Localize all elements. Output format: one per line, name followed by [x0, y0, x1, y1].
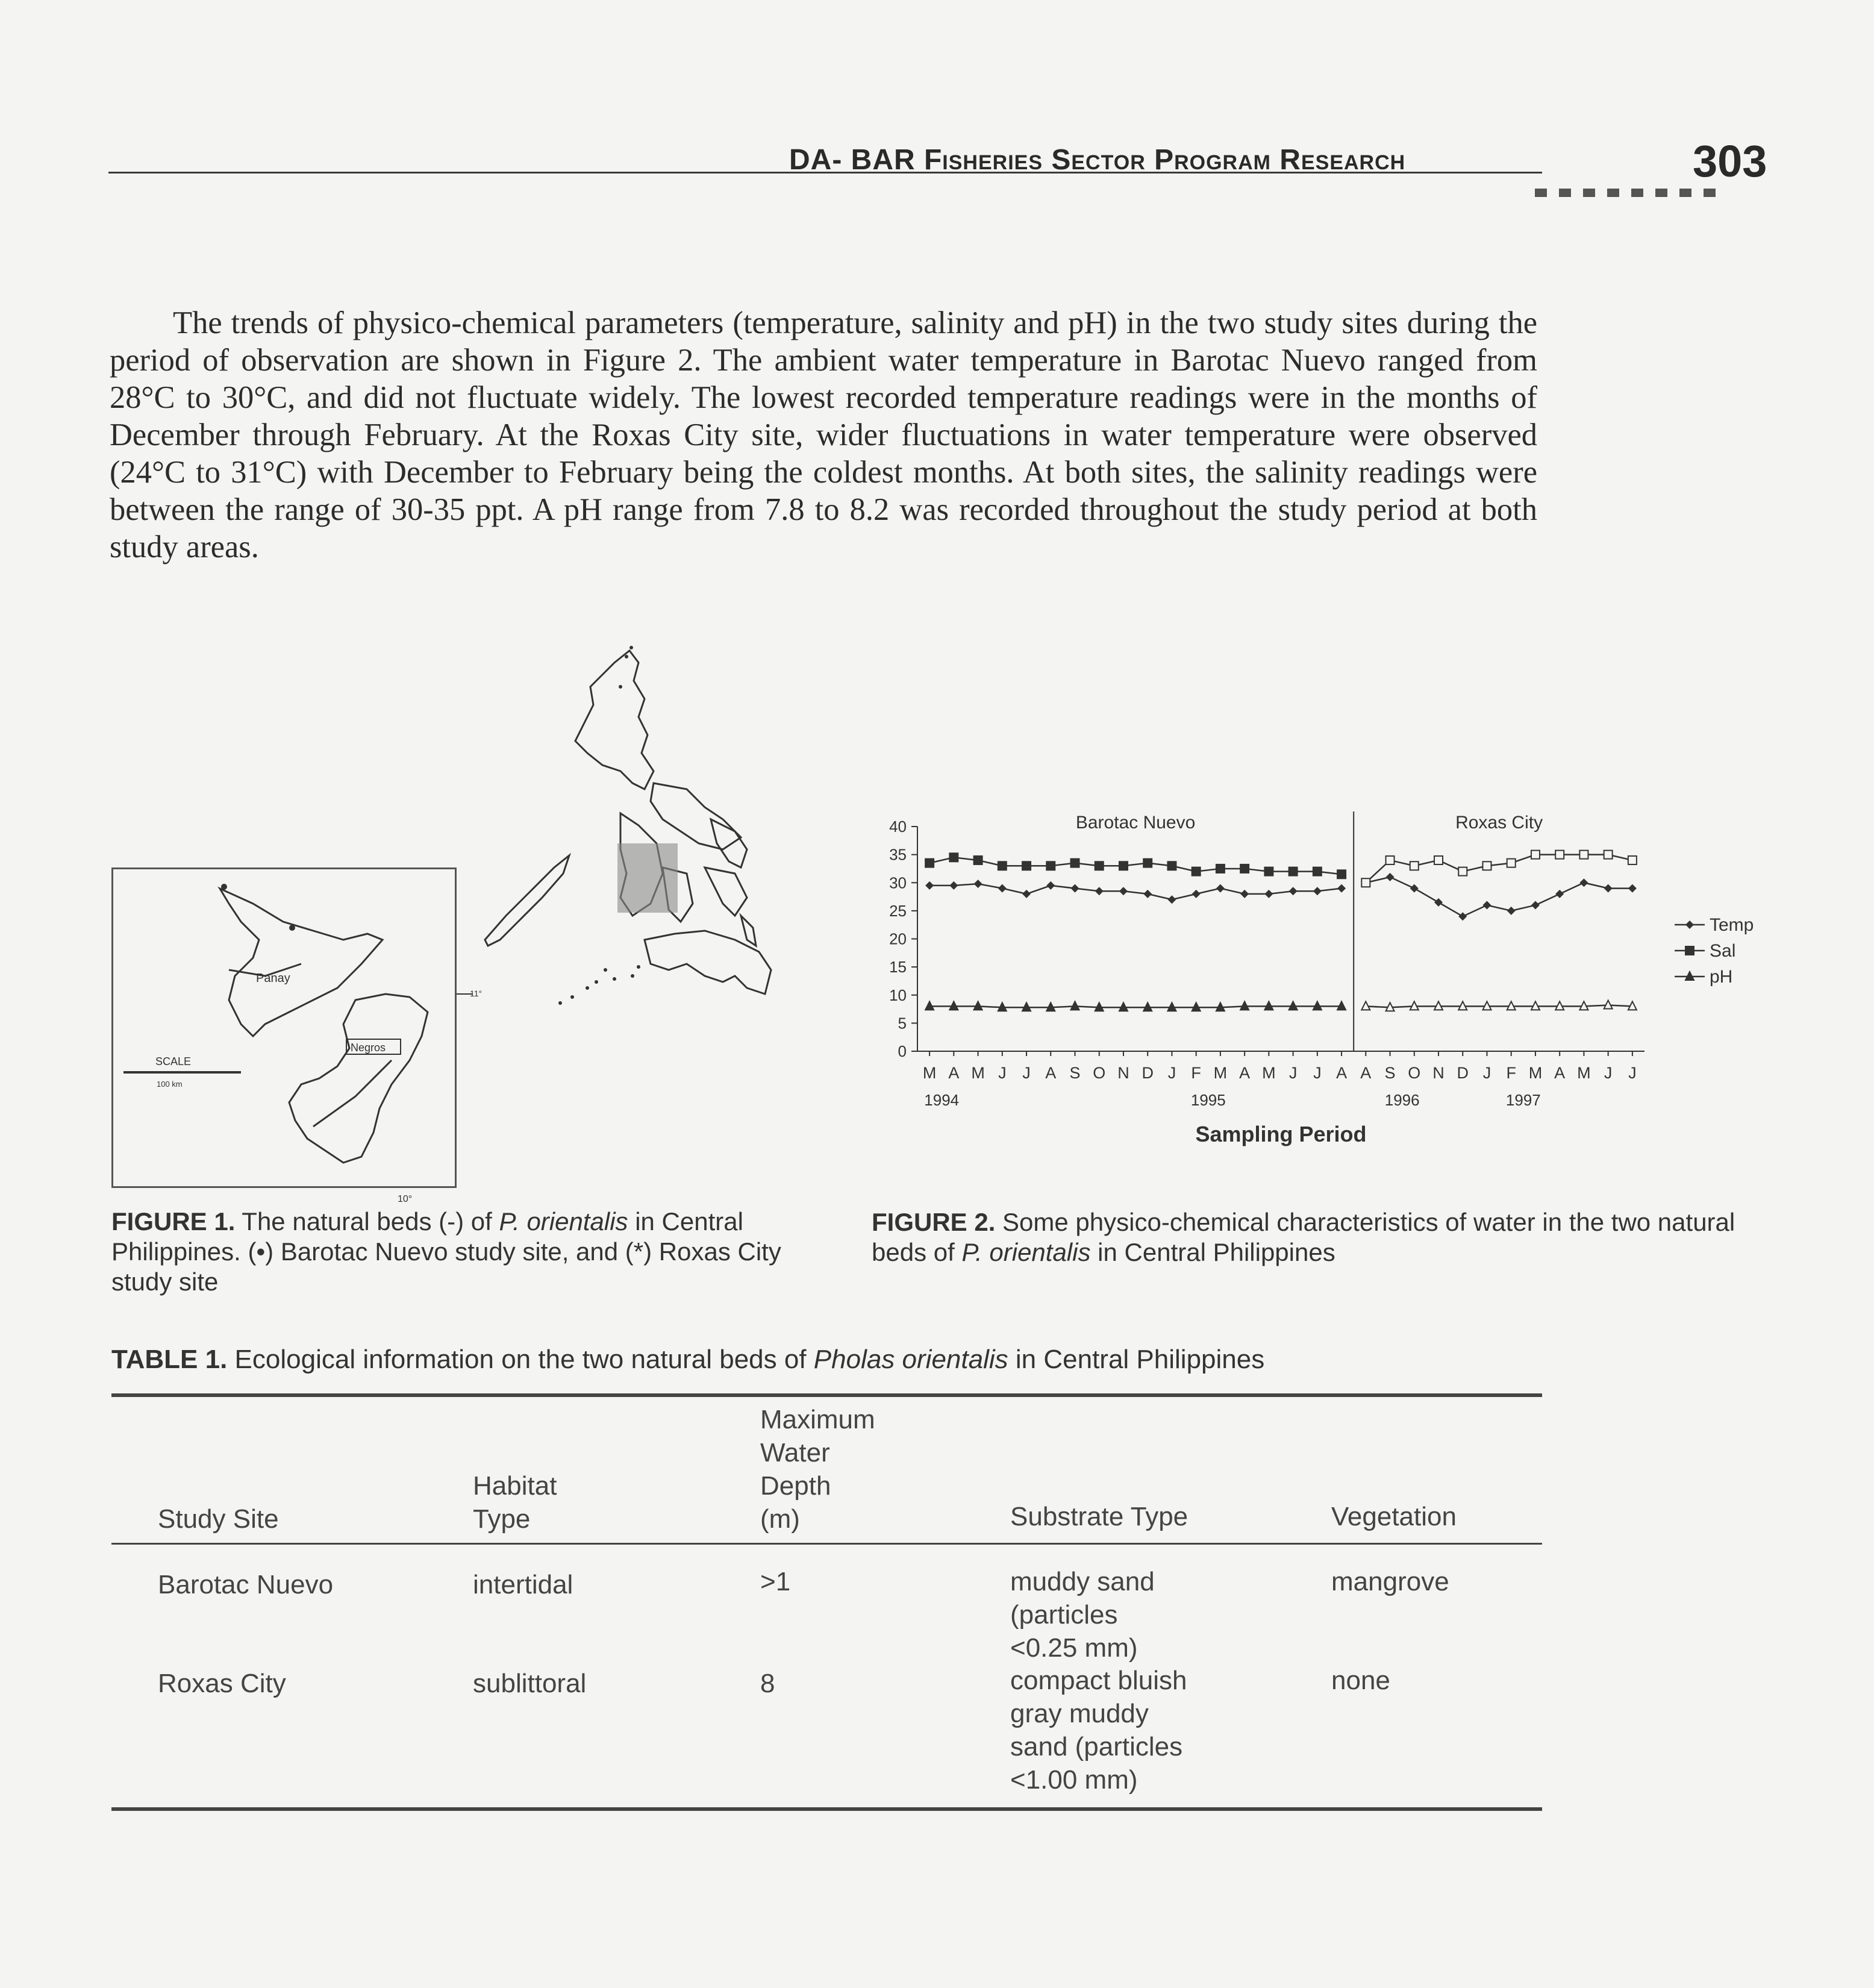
chart-x-tick-label: O	[1093, 1064, 1106, 1082]
series-point-sal-barotac	[1119, 861, 1128, 870]
chart-year-label: 1996	[1384, 1091, 1420, 1109]
table-row-1-depth: >1	[760, 1567, 791, 1596]
series-line-ph-roxas	[1366, 1005, 1632, 1008]
table1-label: TABLE 1.	[111, 1345, 228, 1374]
series-point-temp-barotac	[1337, 884, 1346, 893]
table1-header-habitat: Habitat Type	[473, 1471, 557, 1534]
series-point-temp-roxas	[1604, 884, 1613, 893]
chart-x-tick-label: S	[1384, 1064, 1396, 1082]
series-point-temp-roxas	[1628, 884, 1637, 893]
series-point-temp-barotac	[1192, 890, 1201, 898]
series-point-temp-barotac	[1022, 890, 1031, 898]
table1-top-rule	[111, 1393, 1542, 1397]
series-point-temp-barotac	[1264, 890, 1273, 898]
chart-y-tick-label: 25	[889, 901, 907, 920]
series-point-temp-roxas	[1555, 890, 1564, 898]
series-point-sal-roxas	[1458, 867, 1467, 876]
table1-species: Pholas orientalis	[813, 1345, 1008, 1374]
chart-y-tick-label: 0	[898, 1042, 907, 1060]
table-row-1-substrate: muddy sand (particles <0.25 mm)	[1010, 1567, 1155, 1663]
legend-marker-temp	[1685, 921, 1694, 929]
figure2-label: FIGURE 2.	[872, 1208, 996, 1236]
series-point-sal-barotac	[1289, 867, 1298, 876]
series-point-sal-barotac	[1046, 861, 1055, 870]
series-point-sal-barotac	[1143, 859, 1152, 867]
series-point-sal-barotac	[1095, 861, 1104, 870]
chart-x-tick-label: J	[1022, 1064, 1031, 1082]
chart-x-tick-label: D	[1457, 1064, 1469, 1082]
map-label-negros: Negros	[351, 1042, 386, 1054]
chart-x-tick-label: M	[1528, 1064, 1543, 1082]
chart-x-tick-label: J	[998, 1064, 1007, 1082]
table1-header-vegetation: Vegetation	[1331, 1502, 1457, 1531]
series-point-temp-barotac	[998, 884, 1007, 893]
legend-label-ph: pH	[1710, 967, 1733, 987]
series-point-temp-barotac	[1289, 887, 1298, 895]
chart-x-tick-label: A	[1336, 1064, 1348, 1082]
series-point-sal-barotac	[925, 859, 934, 867]
chart-y-tick-label: 30	[889, 874, 907, 892]
figure1-label: FIGURE 1.	[111, 1207, 236, 1236]
series-point-sal-barotac	[1337, 870, 1346, 878]
chart-year-label: 1995	[1190, 1091, 1226, 1109]
series-point-temp-barotac	[1167, 895, 1176, 904]
table1-header-site: Study Site	[158, 1504, 279, 1534]
series-point-temp-roxas	[1531, 901, 1540, 910]
chart-x-tick-label: A	[1554, 1064, 1566, 1082]
legend-label-sal: Sal	[1710, 941, 1736, 961]
series-point-sal-roxas	[1386, 856, 1395, 864]
series-point-temp-barotac	[1071, 884, 1079, 893]
table1-header-depth: Maximum Water Depth (m)	[760, 1405, 875, 1534]
figure2-species: P. orientalis	[961, 1238, 1091, 1266]
figure1-species: P. orientalis	[499, 1207, 628, 1236]
series-point-sal-roxas	[1507, 859, 1516, 867]
body-paragraph: The trends of physico-chemical parameters (temperature, salinity and pH) in the two study sites during the period of observation are shown in Figure 2. The ambient water temperature in Barotac Nuevo ranged from 28°C to 30°C, and did not fluctuate widely. The lowest recorded temperature readings were in the months of December through February. At the Roxas City site, wider fluctuations in water temperature were observed (24°C to 31°C) with December to February being the coldest months. At both sites, the salinity readings were between the range of 30-35 ppt. A pH range from 7.8 to 8.2 was recorded throughout the study period at both study areas.	[110, 305, 1537, 564]
table1-header-rule	[111, 1543, 1542, 1545]
chart-x-tick-label: J	[1628, 1064, 1637, 1082]
legend-marker-sal	[1685, 946, 1694, 955]
series-point-temp-roxas	[1482, 901, 1491, 910]
figure2-caption-a: Some physico-chemical characteristics of water in the two natural beds of	[872, 1208, 1735, 1266]
chart-x-tick-label: M	[1213, 1064, 1228, 1082]
table-row-2-vegetation: none	[1331, 1666, 1390, 1695]
series-point-sal-barotac	[1192, 867, 1201, 876]
series-point-sal-barotac	[1167, 861, 1176, 870]
series-point-temp-roxas	[1410, 884, 1419, 893]
chart-y-tick-label: 40	[889, 817, 907, 836]
series-point-sal-barotac	[1071, 859, 1079, 867]
map-lat-11: 11°	[470, 989, 483, 998]
chart-x-tick-label: J	[1313, 1064, 1322, 1082]
chart-x-tick-label: O	[1408, 1064, 1421, 1082]
figure1-caption-b: in Central Philippines. (•) Barotac Nuevo study site, and (*) Roxas City study site	[111, 1207, 781, 1296]
series-point-temp-barotac	[1143, 890, 1152, 898]
chart-y-tick-label: 10	[889, 986, 907, 1004]
series-point-sal-roxas	[1579, 851, 1588, 859]
series-line-temp-barotac	[929, 884, 1341, 899]
map-scale-label: SCALE	[155, 1055, 192, 1067]
series-point-temp-roxas	[1386, 873, 1395, 881]
series-point-temp-roxas	[1507, 907, 1516, 915]
map-label-panay: Panay	[256, 972, 290, 985]
series-point-sal-roxas	[1482, 861, 1491, 870]
series-point-temp-barotac	[1119, 887, 1128, 895]
chart-x-tick-label: M	[922, 1064, 937, 1082]
series-point-sal-barotac	[949, 853, 958, 861]
chart-x-tick-label: M	[1262, 1064, 1276, 1082]
series-point-sal-roxas	[1628, 856, 1637, 864]
series-point-sal-roxas	[1604, 851, 1613, 859]
figure2-caption-b: in Central Philippines	[1098, 1238, 1335, 1266]
chart-x-tick-label: J	[1482, 1064, 1491, 1082]
series-point-temp-barotac	[949, 881, 958, 890]
chart-x-tick-label: J	[1604, 1064, 1613, 1082]
series-point-sal-roxas	[1434, 856, 1443, 864]
table1-caption-a: Ecological information on the two natural beds of	[234, 1345, 807, 1374]
series-point-temp-barotac	[1216, 884, 1225, 893]
table1-caption-b: in Central Philippines	[1015, 1345, 1265, 1374]
series-point-sal-barotac	[1022, 861, 1031, 870]
figure1-caption-a: The natural beds (-) of	[242, 1207, 492, 1236]
chart-x-tick-label: F	[1506, 1064, 1516, 1082]
map-lat-10: 10°	[398, 1194, 413, 1204]
table-row-1-vegetation: mangrove	[1331, 1567, 1449, 1596]
page-number: 303	[1693, 136, 1767, 186]
series-point-sal-barotac	[1216, 864, 1225, 873]
series-point-sal-barotac	[974, 856, 982, 864]
series-point-sal-barotac	[998, 861, 1007, 870]
table-row-2-site: Roxas City	[158, 1669, 286, 1698]
chart-y-tick-label: 5	[898, 1014, 907, 1033]
series-point-temp-barotac	[1240, 890, 1249, 898]
legend-label-temp: Temp	[1710, 915, 1754, 935]
chart-y-tick-label: 15	[889, 958, 907, 977]
chart-y-tick-label: 35	[889, 845, 907, 864]
series-line-sal-roxas	[1366, 855, 1632, 883]
chart-x-tick-label: A	[1045, 1064, 1057, 1082]
chart-x-tick-label: S	[1069, 1064, 1081, 1082]
table1-bottom-rule	[111, 1807, 1542, 1811]
series-point-sal-roxas	[1361, 878, 1370, 887]
table-row-1-habitat: intertidal	[473, 1570, 573, 1599]
chart-x-tick-label: D	[1142, 1064, 1154, 1082]
series-point-temp-roxas	[1579, 878, 1588, 887]
series-point-sal-barotac	[1240, 864, 1249, 873]
chart-x-tick-label: A	[948, 1064, 960, 1082]
series-point-temp-barotac	[1313, 887, 1322, 895]
running-head: DA- BAR Fisheries Sector Program Research	[789, 144, 1406, 176]
table-row-2-habitat: sublittoral	[473, 1669, 587, 1698]
chart-x-tick-label: M	[1577, 1064, 1591, 1082]
series-point-sal-roxas	[1410, 861, 1419, 870]
series-point-temp-barotac	[974, 880, 982, 888]
table-row-1-site: Barotac Nuevo	[158, 1570, 334, 1599]
series-point-sal-barotac	[1264, 867, 1273, 876]
table1-header-substrate: Substrate Type	[1010, 1502, 1188, 1531]
series-point-temp-barotac	[1046, 881, 1055, 890]
series-point-temp-roxas	[1434, 898, 1443, 907]
series-point-temp-barotac	[1095, 887, 1104, 895]
chart-year-label: 1994	[924, 1091, 960, 1109]
chart-x-axis-label: Sampling Period	[1195, 1122, 1367, 1146]
chart-x-tick-label: N	[1432, 1064, 1445, 1082]
chart-x-tick-label: A	[1239, 1064, 1251, 1082]
table1-title	[111, 1345, 1264, 1375]
series-point-temp-barotac	[925, 881, 934, 890]
chart-x-tick-label: N	[1117, 1064, 1129, 1082]
series-point-sal-roxas	[1555, 851, 1564, 859]
figure2-caption	[872, 1207, 1793, 1268]
chart-y-tick-label: 20	[889, 930, 907, 948]
chart-x-tick-label: J	[1167, 1064, 1176, 1082]
series-line-ph-barotac	[929, 1006, 1341, 1007]
chart-x-tick-label: J	[1288, 1064, 1298, 1082]
series-line-sal-barotac	[929, 857, 1341, 874]
series-point-temp-roxas	[1458, 912, 1467, 921]
chart-x-tick-label: M	[971, 1064, 985, 1082]
table-row-2-substrate: compact bluish gray muddy sand (particles <1.00 mm)	[1010, 1666, 1187, 1795]
chart-year-label: 1997	[1505, 1091, 1541, 1109]
map-scale-value: 100 km	[157, 1080, 183, 1089]
chart-x-tick-label: A	[1360, 1064, 1372, 1082]
chart-x-tick-label: F	[1191, 1064, 1201, 1082]
series-line-temp-roxas	[1366, 877, 1632, 916]
series-point-sal-barotac	[1313, 867, 1322, 876]
series-point-sal-roxas	[1531, 851, 1540, 859]
table-row-2-depth: 8	[760, 1669, 775, 1698]
chart-panel-title-barotac: Barotac Nuevo	[1075, 813, 1196, 833]
chart-panel-title-roxas: Roxas City	[1455, 813, 1543, 833]
